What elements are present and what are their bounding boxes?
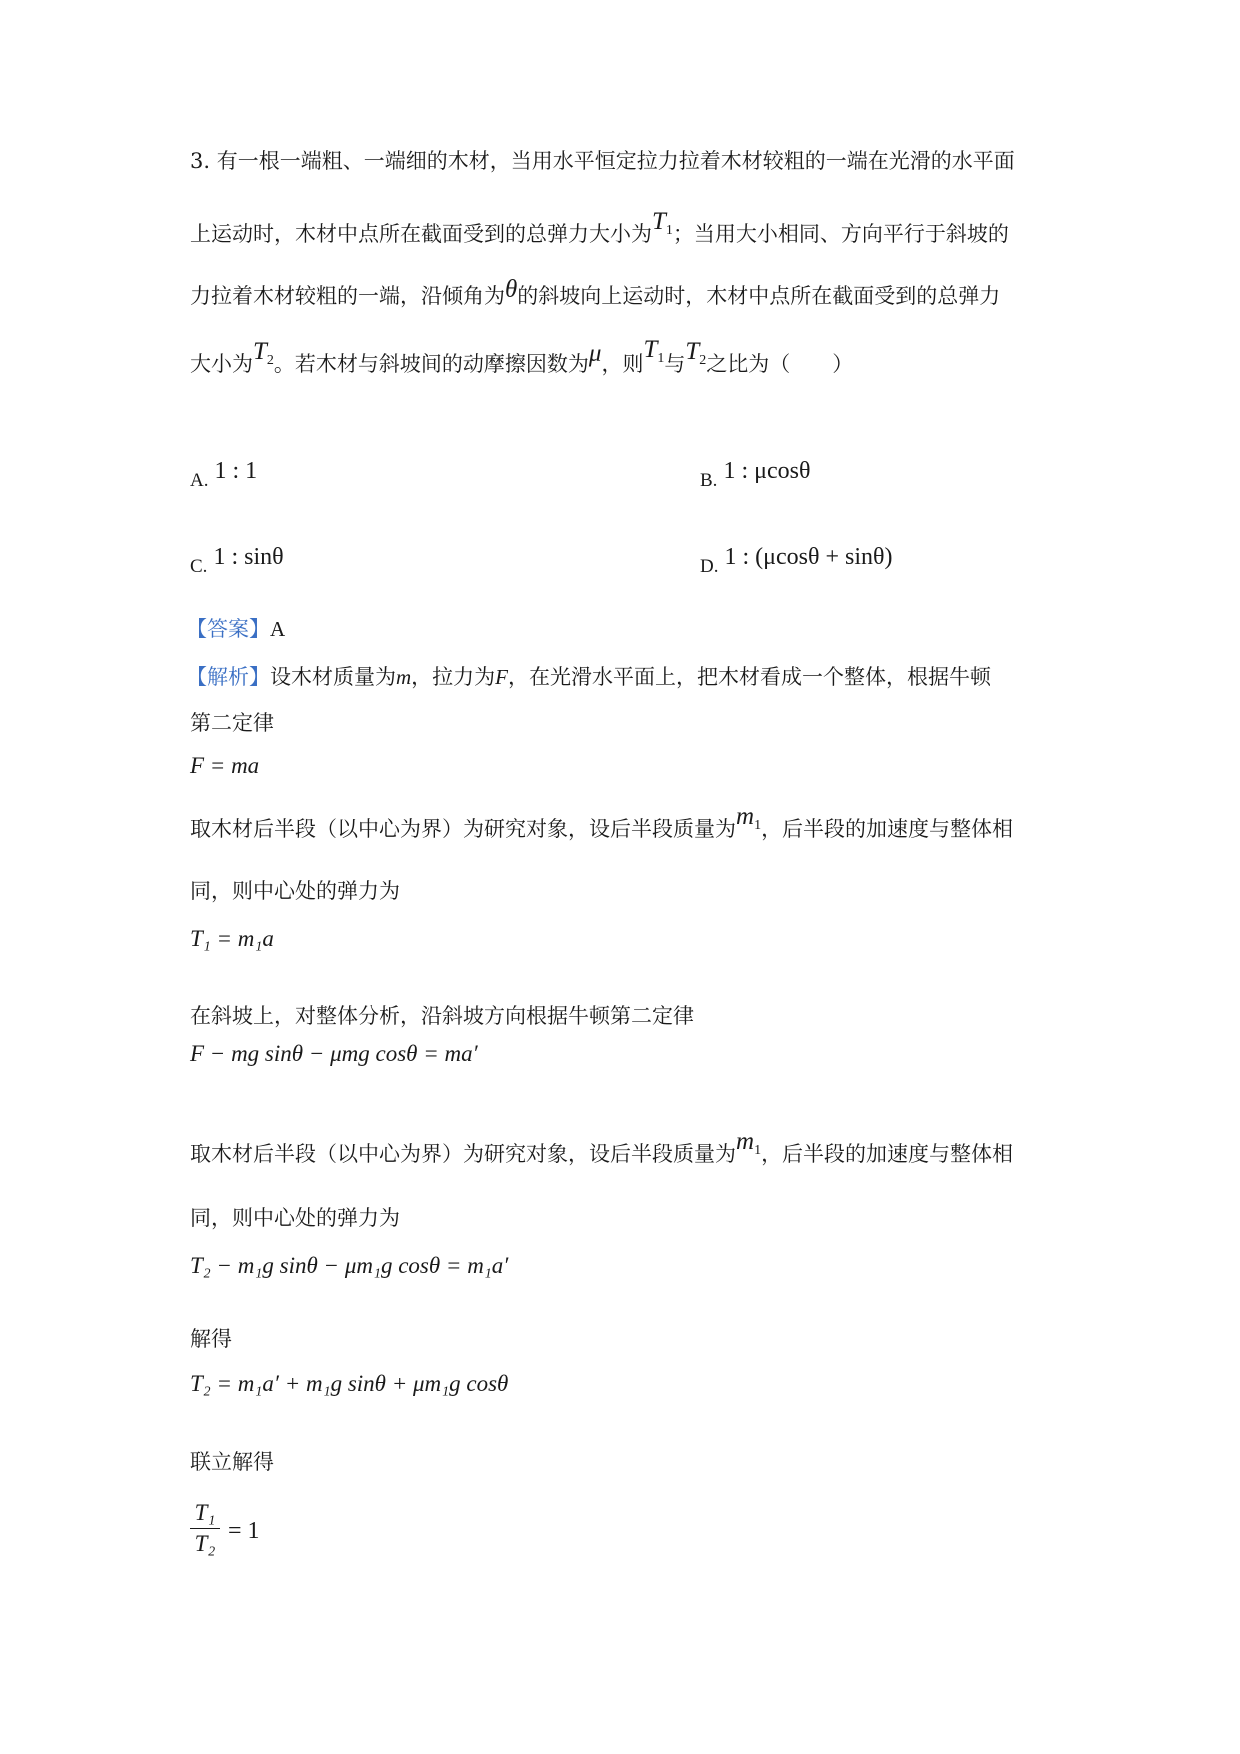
fraction-bar bbox=[190, 1528, 220, 1529]
fraction-result bbox=[190, 1500, 260, 1557]
analysis-line-3: 取木材后半段（以中心为界）为研究对象，设后半段质量为$m_1$，后半段的加速度与整体相 bbox=[190, 803, 1014, 841]
analysis-line-8: 解得 bbox=[190, 1327, 232, 1351]
question-line-3: 力拉着木材较粗的一端，沿倾角为θ的斜坡向上运动时，木材中点所在截面受到的总弹力 bbox=[190, 276, 1001, 308]
option-b: B. 1 : μcosθ bbox=[700, 458, 811, 491]
answer-line bbox=[186, 615, 285, 643]
question-line-1: 3. 有一根一端粗、一端细的木材，当用水平恒定拉力拉着木材较粗的一端在光滑的水平面 bbox=[190, 149, 1015, 173]
symbol-mu: μ bbox=[588, 340, 602, 367]
analysis-line-1: 【解析】设木材质量为m，拉力为F，在光滑水平面上，把木材看成一个整体，根据牛顿 bbox=[186, 665, 991, 689]
symbol-theta: θ bbox=[505, 276, 518, 303]
analysis-tag: 【解析】 bbox=[186, 665, 270, 689]
symbol-m1-b: $m_1$ bbox=[736, 1128, 762, 1158]
equation-2: T₁ = m₁a bbox=[190, 926, 274, 951]
symbol-t1: $T_1$ bbox=[652, 208, 673, 238]
option-c: C. 1 : sinθ bbox=[190, 544, 284, 577]
option-a: A. 1 : 1 bbox=[190, 458, 258, 491]
equation-3: F − mg sinθ − μmg cosθ = ma′ bbox=[190, 1041, 478, 1066]
fraction-numerator: T₁ bbox=[194, 1500, 216, 1525]
answer-tag: 【答案】 bbox=[186, 617, 270, 641]
question-line-4: 大小为$T_2$。若木材与斜坡间的动摩擦因数为μ，则$T_1$与$T_2$之比为（ ） bbox=[190, 336, 854, 376]
fraction-denominator: T₂ bbox=[194, 1531, 216, 1556]
analysis-line-4: 同，则中心处的弹力为 bbox=[190, 879, 400, 903]
analysis-line-6: 取木材后半段（以中心为界）为研究对象，设后半段质量为$m_1$，后半段的加速度与整体相 bbox=[190, 1128, 1014, 1166]
symbol-t2-b: $T_2$ bbox=[685, 338, 707, 368]
analysis-line-2: 第二定律 bbox=[190, 711, 274, 735]
equation-1: F = ma bbox=[190, 753, 260, 778]
answer-value: A bbox=[270, 617, 286, 641]
analysis-line-7: 同，则中心处的弹力为 bbox=[190, 1206, 400, 1230]
fraction-rhs: = 1 bbox=[228, 1518, 260, 1544]
option-d: D. 1 : (μcosθ + sinθ) bbox=[700, 544, 893, 577]
analysis-line-9: 联立解得 bbox=[190, 1450, 274, 1474]
equation-4: T₂ − m₁g sinθ − μm₁g cosθ = m₁a′ bbox=[190, 1253, 509, 1278]
symbol-m1: $m_1$ bbox=[736, 803, 762, 833]
symbol-t1-b: $T_1$ bbox=[643, 336, 665, 366]
equation-5: T₂ = m₁a′ + m₁g sinθ + μm₁g cosθ bbox=[190, 1371, 509, 1396]
analysis-line-5: 在斜坡上，对整体分析，沿斜坡方向根据牛顿第二定律 bbox=[190, 1004, 694, 1028]
symbol-t2: $T_2$ bbox=[253, 338, 274, 368]
question-line-2: 上运动时，木材中点所在截面受到的总弹力大小为$T_1$；当用大小相同、方向平行于斜坡的 bbox=[190, 208, 1009, 246]
